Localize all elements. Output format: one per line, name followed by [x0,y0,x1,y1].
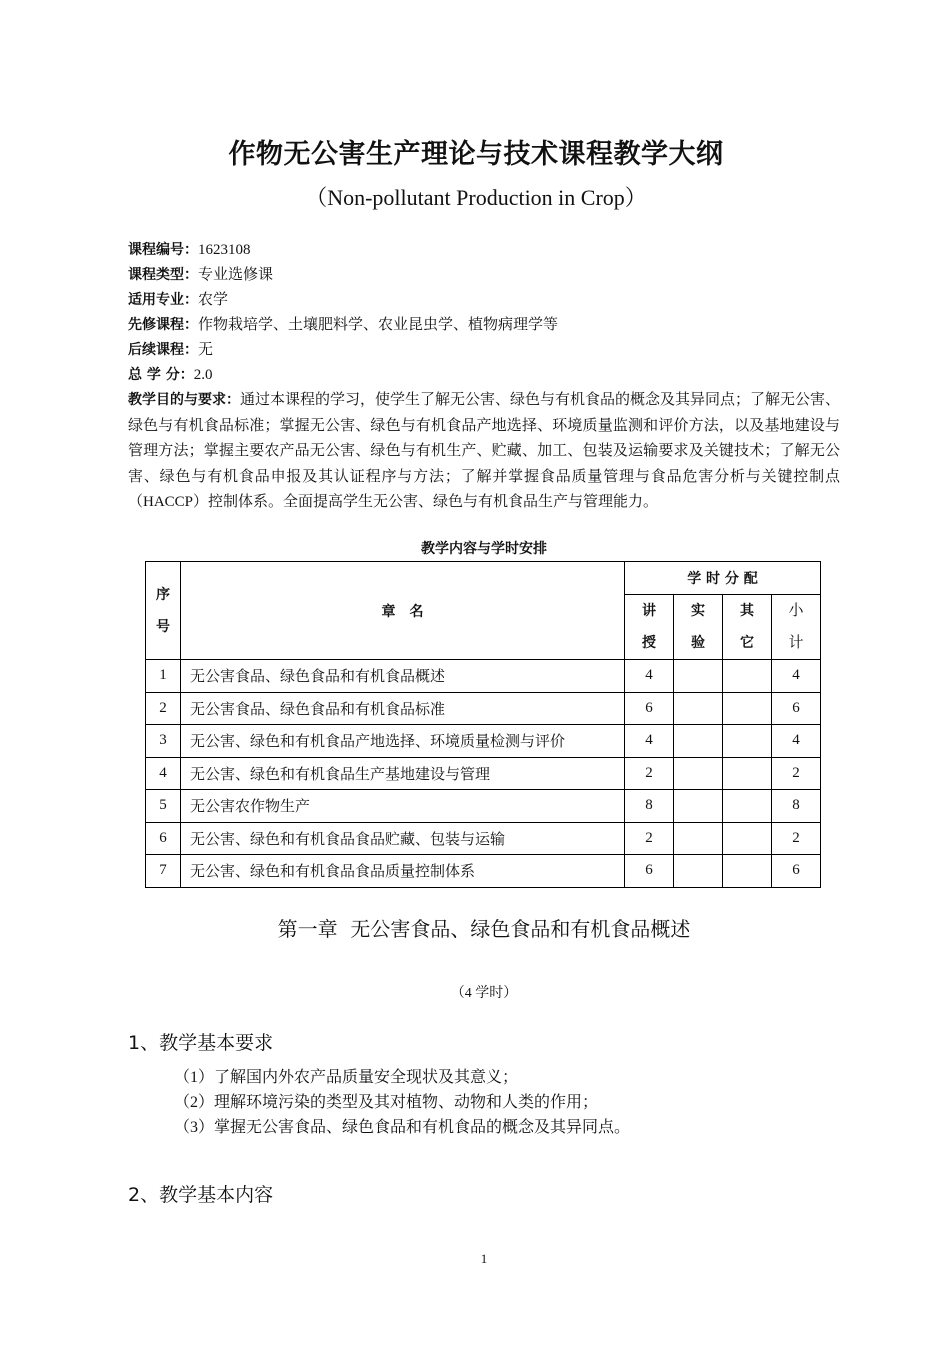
row-chapter-name: 无公害、绿色和有机食品食品贮藏、包装与运输 [181,822,625,855]
row-number: 4 [146,757,181,790]
lecture-header [625,595,674,660]
lecture-header-top: 讲 [642,603,656,619]
other-header-bottom: 它 [740,635,754,651]
follow-up-value: 无 [198,342,214,358]
major-label: 适用专业： [128,292,198,308]
course-type-value: 专业选修课 [198,267,274,283]
requirement-item: （3）掌握无公害食品、绿色食品和有机食品的概念及其异同点。 [174,1119,631,1136]
table-row [146,725,821,758]
row-number: 6 [146,822,181,855]
row-chapter-name: 无公害、绿色和有机食品产地选择、环境质量检测与评价 [181,725,625,758]
course-code-label: 课程编号： [128,242,198,258]
follow-up-line [128,338,840,363]
row-other-hours [723,660,772,693]
major-line [128,288,840,313]
row-chapter-name: 无公害、绿色和有机食品食品质量控制体系 [181,855,625,888]
chapter-heading: 第一章 无公害食品、绿色食品和有机食品概述 [277,917,691,941]
document-subtitle: （Non-pollutant Production in Crop） [305,185,647,210]
table-row [146,692,821,725]
table-row [146,822,821,855]
chapter-hours: （4 学时） [450,986,518,1001]
row-lecture-hours: 2 [625,822,674,855]
row-subtotal: 6 [772,855,821,888]
row-lecture-hours: 4 [625,725,674,758]
lecture-header-bottom: 授 [642,635,656,651]
table-row [146,757,821,790]
row-number: 3 [146,725,181,758]
chapter-header: 章 名 [181,562,625,660]
teaching-goal-paragraph [128,388,840,516]
row-number: 2 [146,692,181,725]
row-other-hours [723,692,772,725]
row-lab-hours [674,660,723,693]
course-type-line [128,263,840,288]
major-value: 农学 [198,292,229,308]
section-heading-requirements: 1、教学基本要求 [128,1032,274,1054]
table-row [146,790,821,823]
row-other-hours [723,855,772,888]
row-lab-hours [674,855,723,888]
row-lecture-hours: 4 [625,660,674,693]
row-subtotal: 4 [772,725,821,758]
requirement-item: （2）理解环境污染的类型及其对植物、动物和人类的作用； [174,1094,599,1111]
row-other-hours [723,725,772,758]
row-subtotal: 2 [772,757,821,790]
course-code-value: 1623108 [198,242,251,258]
row-chapter-name: 无公害食品、绿色食品和有机食品标准 [181,692,625,725]
prerequisite-line [128,313,840,338]
seq-header [146,562,181,660]
hours-group-header: 学 时 分 配 [625,562,821,595]
credit-value: 2.0 [193,367,213,383]
course-code-line [128,238,840,263]
row-lab-hours [674,757,723,790]
table-caption: 教学内容与学时安排 [421,541,547,557]
subtotal-header-bottom: 计 [788,635,804,651]
follow-up-label: 后续课程： [128,342,198,358]
lab-header [674,595,723,660]
credit-label: 总 学 分： [128,367,194,383]
page-number: 1 [480,1251,488,1266]
teaching-goal-label: 教学目的与要求： [128,392,240,408]
teaching-goal-text: 通过本课程的学习，使学生了解无公害、绿色与有机食品的概念及其异同点；了解无公害、绿色与有机食品标准；掌握无公害、绿色与有机食品产地选择、环境质量监测和评价方法，以及基地建设与管理方法；掌握主要农产品无公害、绿色与有机生产、贮藏、加工、包装及运输要求及关键技术；了解无公害、绿色与有机食品申报及其认证程序与方法；了解并掌握食品质量管理与食品危害分析与关键控制点（HACCP）控制体系。全面提高学生无公害、绿色与有机食品生产与管理能力。 [128,392,841,510]
schedule-table [145,561,821,888]
row-lab-hours [674,822,723,855]
prerequisite-label: 先修课程： [128,317,198,333]
row-other-hours [723,790,772,823]
lab-header-bottom: 验 [691,635,705,651]
row-lecture-hours: 6 [625,692,674,725]
row-subtotal: 4 [772,660,821,693]
section-heading-content: 2、教学基本内容 [128,1184,274,1206]
row-chapter-name: 无公害、绿色和有机食品生产基地建设与管理 [181,757,625,790]
requirement-item: （1）了解国内外农产品质量安全现状及其意义； [174,1069,519,1086]
table-row [146,855,821,888]
row-subtotal: 2 [772,822,821,855]
prerequisite-value: 作物栽培学、土壤肥料学、农业昆虫学、植物病理学等 [198,317,559,333]
credit-line [128,363,840,388]
row-subtotal: 8 [772,790,821,823]
row-other-hours [723,757,772,790]
row-number: 1 [146,660,181,693]
lab-header-top: 实 [691,603,705,619]
row-lecture-hours: 6 [625,855,674,888]
row-chapter-name: 无公害农作物生产 [181,790,625,823]
seq-header-bottom: 号 [156,618,170,635]
row-chapter-name: 无公害食品、绿色食品和有机食品概述 [181,660,625,693]
document-title: 作物无公害生产理论与技术课程教学大纲 [228,139,724,170]
row-lab-hours [674,725,723,758]
subtotal-header-top: 小 [788,603,804,619]
table-row [146,660,821,693]
other-header [723,595,772,660]
other-header-top: 其 [740,603,754,619]
row-other-hours [723,822,772,855]
row-number: 5 [146,790,181,823]
row-lecture-hours: 2 [625,757,674,790]
seq-header-top: 序 [156,586,170,603]
row-subtotal: 6 [772,692,821,725]
row-lab-hours [674,790,723,823]
row-number: 7 [146,855,181,888]
row-lecture-hours: 8 [625,790,674,823]
subtotal-header [772,595,821,660]
course-type-label: 课程类型： [128,267,198,283]
row-lab-hours [674,692,723,725]
